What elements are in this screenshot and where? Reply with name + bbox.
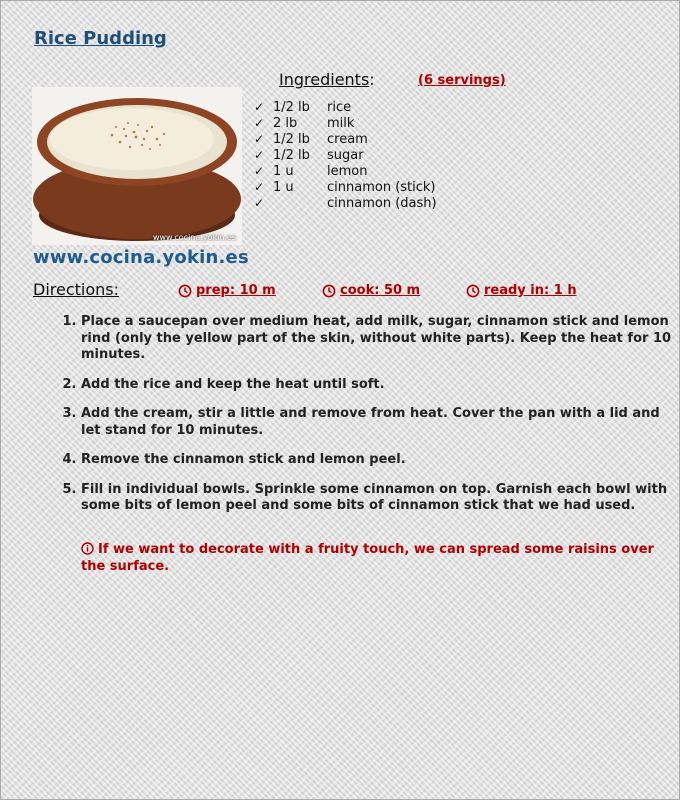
ingredients-heading-label: Ingredients [279, 70, 370, 89]
direction-step: 3. Add the cream, stir a little and remove from heat. Cover the pan with a lid and let stand for 10 minutes. [81, 406, 680, 439]
ingredient-qty: 1/2 lb [273, 100, 310, 115]
clock-icon [178, 284, 192, 298]
ingredient-name: milk [327, 116, 355, 131]
check-icon: ✓ [254, 148, 265, 162]
ingredient-list [254, 100, 554, 212]
ingredient-name: lemon [327, 164, 368, 179]
check-icon: ✓ [254, 164, 265, 178]
ingredient-item [254, 148, 554, 164]
recipe-title: Rice Pudding [34, 28, 167, 49]
cook-time[interactable] [322, 283, 420, 298]
cook-time-label: cook: 50 m [340, 283, 421, 298]
ingredient-qty: 1 u [273, 180, 294, 195]
ingredient-item [254, 196, 554, 212]
clock-icon [466, 284, 480, 298]
ingredient-name: cinnamon (stick) [327, 180, 436, 195]
ingredient-qty: 1/2 lb [273, 132, 310, 147]
ingredient-item [254, 100, 554, 116]
ingredient-item [254, 116, 554, 132]
check-icon: ✓ [254, 196, 265, 210]
ingredient-qty: 1/2 lb [273, 148, 310, 163]
prep-time-label: prep: 10 m [196, 283, 276, 298]
direction-step: 5. Fill in individual bowls. Sprinkle some cinnamon on top. Garnish each bowl with some bits of lemon peel and some bits of cinnamon stick that we had used. [81, 482, 680, 515]
tip-text: If we want to decorate with a fruity touch, we can spread some raisins over the surface. [81, 542, 654, 574]
direction-step: 2. Add the rice and keep the heat until soft. [81, 377, 680, 394]
directions-heading: Directions: [33, 280, 120, 299]
direction-step: 1. Place a saucepan over medium heat, add milk, sugar, cinnamon stick and lemon rind (only the yellow part of the skin, without white parts). Keep the heat for 10 minutes. [81, 314, 680, 364]
ingredient-item [254, 164, 554, 180]
ready-time-label: ready in: 1 h [484, 283, 577, 298]
ingredient-item [254, 132, 554, 148]
tip-note [81, 541, 661, 575]
ingredient-qty: 1 u [273, 164, 294, 179]
photo-caption: www.cocina.yokin.es [152, 233, 236, 242]
ingredient-name: cream [327, 132, 368, 147]
ingredient-name: sugar [327, 148, 364, 163]
ingredient-item [254, 180, 554, 196]
recipe-photo [32, 87, 242, 245]
check-icon: ✓ [254, 100, 265, 114]
ingredient-name: rice [327, 100, 352, 115]
check-icon: ✓ [254, 180, 265, 194]
rice-pudding-bowl-image [32, 87, 242, 245]
ingredients-heading [279, 70, 375, 89]
ingredient-qty: 2 lb [273, 116, 298, 131]
direction-steps [55, 314, 680, 528]
ingredient-name: cinnamon (dash) [327, 196, 437, 211]
servings-link[interactable]: (6 servings) [418, 73, 506, 88]
direction-step: 4. Remove the cinnamon stick and lemon peel. [81, 452, 680, 469]
info-icon [81, 542, 94, 555]
clock-icon [322, 284, 336, 298]
website-link[interactable]: www.cocina.yokin.es [33, 247, 249, 268]
check-icon: ✓ [254, 116, 265, 130]
prep-time[interactable] [178, 283, 276, 298]
ingredients-heading-colon: : [369, 70, 375, 89]
ready-time[interactable] [466, 283, 577, 298]
check-icon: ✓ [254, 132, 265, 146]
